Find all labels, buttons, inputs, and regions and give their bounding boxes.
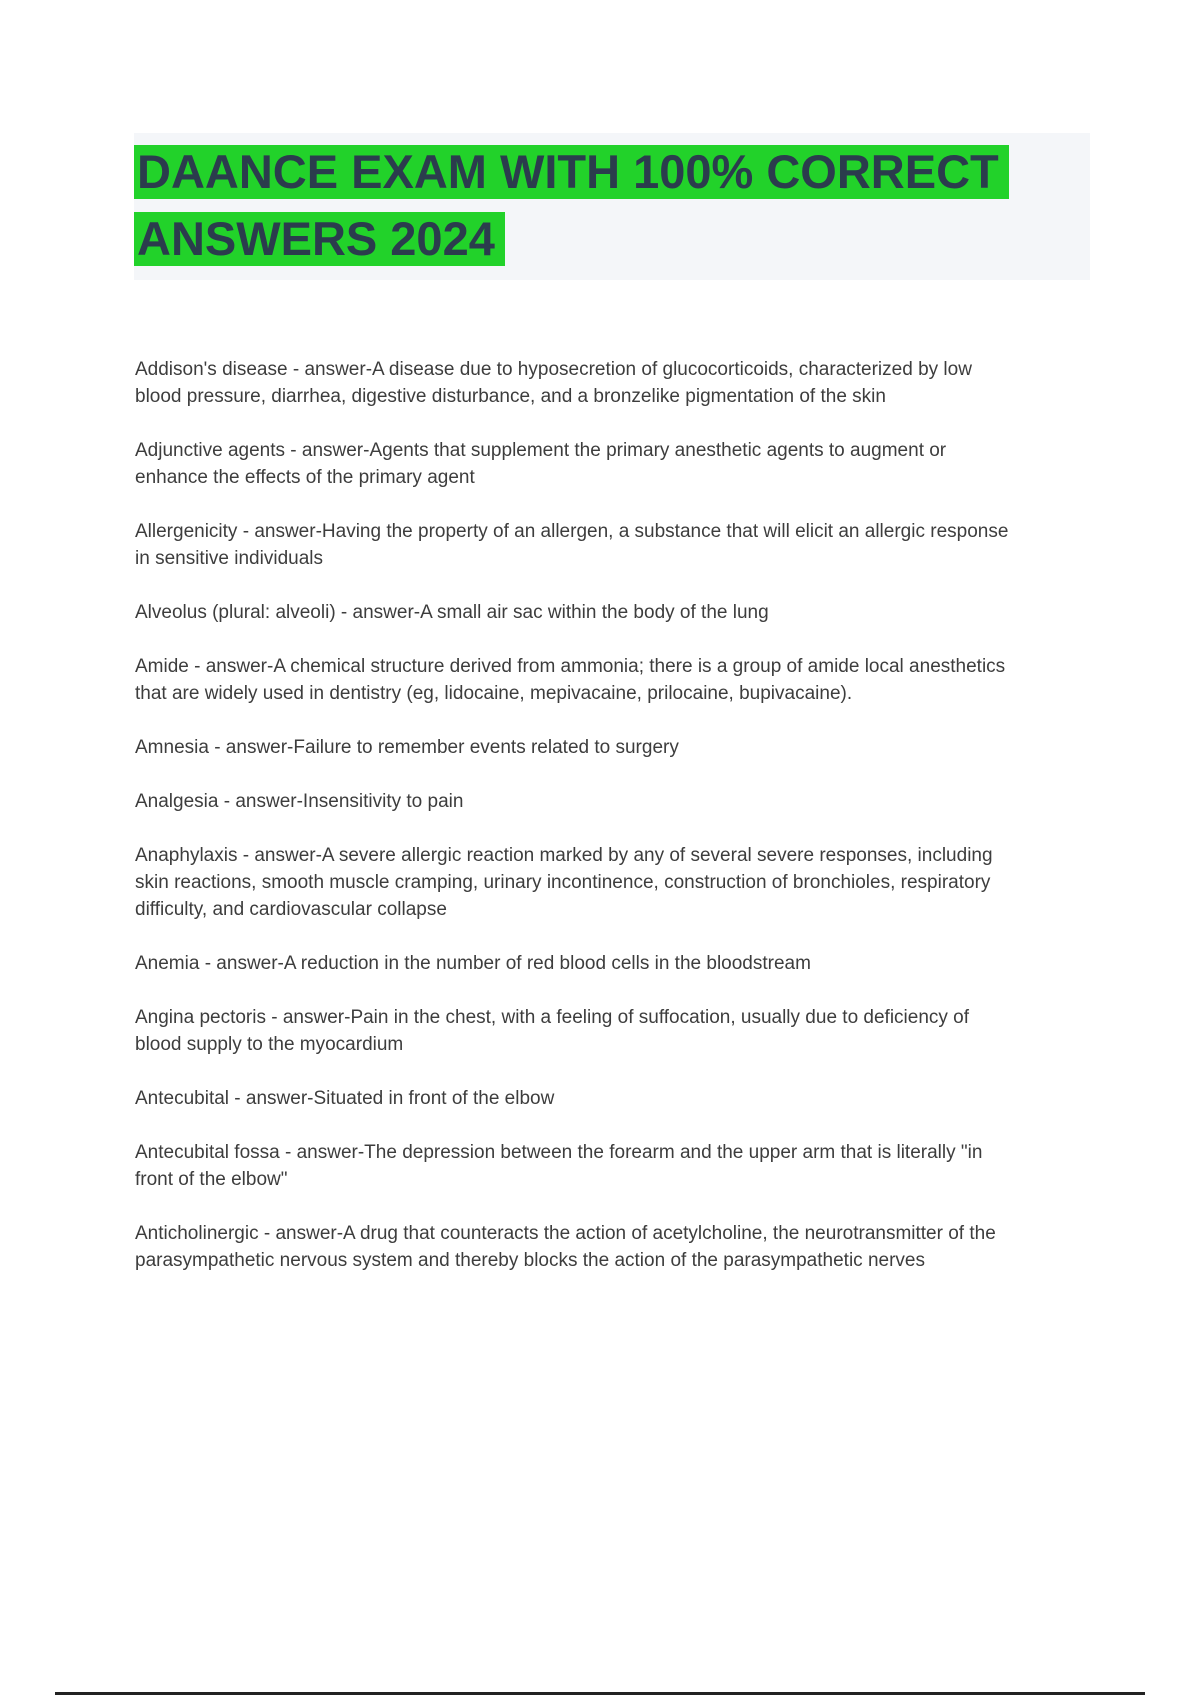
glossary-entry — [135, 518, 1009, 572]
title-line-2-highlight: ANSWERS 2024 — [134, 212, 505, 266]
entry-definition: A disease due to hyposecretion of glucocorticoids, characterized by low blood pressure, diarrhea, digestive disturbance, and a bronzelike pigmentation of the skin — [135, 359, 972, 407]
entry-definition: Agents that supplement the primary anesthetic agents to augment or enhance the effects of the primary agent — [135, 440, 947, 488]
entry-separator: - answer- — [208, 737, 294, 758]
entry-definition: A drug that counteracts the action of acetylcholine, the neurotransmitter of the parasympathetic nervous system and thereby blocks the action of the parasympathetic nerves — [135, 1223, 996, 1271]
entry-term: Analgesia — [135, 791, 219, 812]
glossary — [135, 356, 1009, 1301]
entry-separator: - answer- — [188, 656, 274, 677]
entry-separator: - answer- — [265, 1007, 351, 1028]
glossary-entry — [135, 950, 1009, 977]
title-line-1-highlight: DAANCE EXAM WITH 100% CORRECT — [134, 145, 1009, 199]
title-line-2 — [134, 212, 1090, 266]
entry-term: Antecubital — [135, 1088, 230, 1109]
entry-separator: - answer- — [287, 359, 373, 380]
page-title — [134, 145, 1090, 266]
entry-separator: - answer- — [279, 1142, 365, 1163]
entry-definition: The depression between the forearm and the upper arm that is literally "in front of the elbow" — [135, 1142, 983, 1190]
entry-definition: A severe allergic reaction marked by any of several severe responses, including skin reactions, smooth muscle cramping, urinary incontinence, construction of bronchioles, respiratory difficulty, and cardiovascular collapse — [135, 845, 993, 920]
glossary-entry — [135, 356, 1009, 410]
entry-separator: - answer- — [218, 791, 303, 812]
entry-separator: - answer- — [335, 602, 421, 623]
entry-definition: Situated in front of the elbow — [313, 1088, 555, 1109]
entry-separator: - answer- — [199, 953, 284, 974]
entry-term: Angina pectoris — [135, 1007, 266, 1028]
entry-definition: Having the property of an allergen, a substance that will elicit an allergic response in sensitive individuals — [135, 521, 1009, 569]
entry-term: Anaphylaxis — [135, 845, 238, 866]
entry-definition: Pain in the chest, with a feeling of suffocation, usually due to deficiency of blood supply to the myocardium — [135, 1007, 970, 1055]
glossary-entry — [135, 653, 1009, 707]
entry-term: Addison's disease — [135, 359, 288, 380]
entry-definition: A reduction in the number of red blood cells in the bloodstream — [283, 953, 811, 974]
glossary-entry — [135, 437, 1009, 491]
entry-term: Alveolus (plural: alveoli) — [135, 602, 336, 623]
glossary-entry — [135, 1004, 1009, 1058]
entry-separator: - answer- — [258, 1223, 344, 1244]
entry-separator: - answer- — [285, 440, 370, 461]
entry-definition: Failure to remember events related to surgery — [293, 737, 679, 758]
glossary-entry — [135, 1220, 1009, 1274]
entry-term: Amnesia — [135, 737, 209, 758]
entry-separator: - answer- — [229, 1088, 314, 1109]
glossary-entry — [135, 599, 1009, 626]
glossary-entry — [135, 788, 1009, 815]
entry-definition: Insensitivity to pain — [302, 791, 464, 812]
page-bottom-rule — [55, 1692, 1145, 1695]
entry-definition: A small air sac within the body of the lung — [420, 602, 769, 623]
glossary-entry — [135, 842, 1009, 923]
entry-term: Antecubital fossa — [135, 1142, 280, 1163]
entry-term: Amide — [135, 656, 189, 677]
entry-term: Anticholinergic — [135, 1223, 259, 1244]
entry-term: Adjunctive agents — [135, 440, 285, 461]
title-banner — [134, 133, 1090, 280]
glossary-entry — [135, 1139, 1009, 1193]
entry-separator: - answer- — [237, 845, 322, 866]
entry-definition: A chemical structure derived from ammonia; there is a group of amide local anesthetics that are widely used in dentistry (eg, lidocaine, mepivacaine, prilocaine, bupivacaine). — [135, 656, 1006, 704]
entry-term: Allergenicity — [135, 521, 238, 542]
title-line-1 — [134, 145, 1090, 199]
glossary-entry — [135, 1085, 1009, 1112]
entry-separator: - answer- — [237, 521, 322, 542]
entry-term: Anemia — [135, 953, 200, 974]
glossary-entry — [135, 734, 1009, 761]
